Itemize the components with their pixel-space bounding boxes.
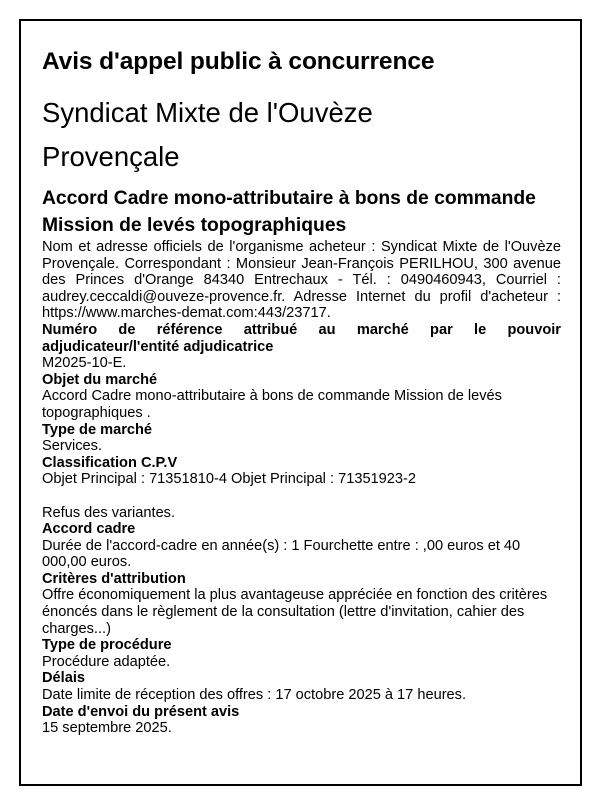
send-date-heading: Date d'envoi du présent avis — [42, 703, 240, 720]
object-text: Accord Cadre mono-attributaire à bons de commande Mission de levés topographiques . — [42, 388, 502, 421]
criteria-text: Offre économiquement la plus avantageuse appréciée en fonction des critères énoncés dans le règlement de la consultation (lettre d'invitation, cahier des charges...) — [42, 587, 548, 637]
market-type-heading: Type de marché — [42, 421, 153, 438]
notice-frame — [19, 19, 582, 786]
framework-heading: Accord cadre — [42, 521, 136, 538]
spacer — [42, 488, 561, 505]
notice-subject: Accord Cadre mono-attributaire à bons de commande Mission de levés topographiques — [42, 188, 536, 236]
buyer-info: Nom et adresse officiels de l'organisme acheteur : Syndicat Mixte de l'Ouvèze Provençale. Correspondant : Monsieur Jean-François PERILHOU, 300 avenue des Princes d'Orange 84340 Entrechaux - Tél. : 0490460943, Courriel : audrey.ceccaldi@ouveze-provence.fr. Adresse Internet du profil d'acheteur : https://www.marches-demat.com:443/23717. — [42, 239, 561, 322]
reference-text: M2025-10-E. — [42, 355, 127, 372]
cpv-text: Objet Principal : 71351810-4 Objet Principal : 71351923-2 — [42, 471, 417, 488]
procedure-heading: Type de procédure — [42, 637, 172, 654]
framework-text: Durée de l'accord-cadre en année(s) : 1 Fourchette entre : ,00 euros et 40 000,00 euros. — [42, 537, 521, 571]
deadlines-text: Date limite de réception des offres : 17 octobre 2025 à 17 heures. — [42, 687, 467, 704]
object-heading: Objet du marché — [42, 371, 158, 388]
market-type-text: Services. — [42, 438, 103, 455]
cpv-heading: Classification C.P.V — [42, 454, 178, 471]
notice-body — [42, 47, 561, 737]
organization-name-line1: Syndicat Mixte de l'Ouvèze — [42, 97, 373, 128]
variants-text: Refus des variantes. — [42, 504, 176, 521]
procedure-text: Procédure adaptée. — [42, 653, 171, 670]
notice-title: Avis d'appel public à concurrence — [42, 48, 435, 75]
criteria-heading: Critères d'attribution — [42, 570, 186, 587]
send-date-text: 15 septembre 2025. — [42, 720, 172, 737]
organization-name-line2: Provençale — [42, 141, 180, 172]
notice-content — [42, 239, 561, 737]
deadlines-heading: Délais — [42, 670, 85, 687]
reference-heading: Numéro de référence attribué au marché par le pouvoir adjudicateur/l'entité adjudicatrice — [42, 321, 561, 355]
